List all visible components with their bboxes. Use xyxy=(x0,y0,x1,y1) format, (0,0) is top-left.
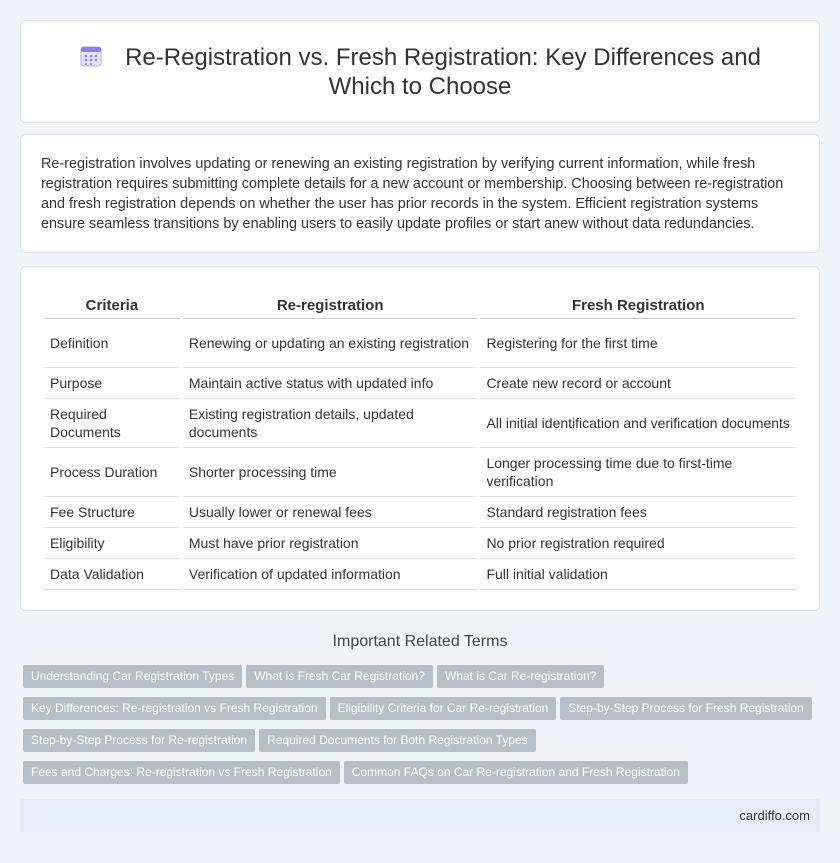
related-term-tag[interactable]: Key Differences: Re-registration vs Fresh Registration xyxy=(23,697,326,720)
row-fresh-registration: Standard registration fees xyxy=(480,497,796,528)
tag-row xyxy=(23,761,823,793)
row-fresh-registration: All initial identification and verification documents xyxy=(480,399,796,448)
table-row xyxy=(44,559,796,590)
row-re-registration: Shorter processing time xyxy=(183,448,478,497)
related-term-tag[interactable]: Fees and Charges: Re-registration vs Fresh Registration xyxy=(23,761,340,784)
footer xyxy=(20,799,820,832)
row-criteria: Fee Structure xyxy=(44,497,180,528)
row-re-registration: Existing registration details, updated documents xyxy=(183,399,478,448)
tag-row xyxy=(23,665,823,697)
table-row xyxy=(44,497,796,528)
table-row xyxy=(44,368,796,399)
row-re-registration: Must have prior registration xyxy=(183,528,478,559)
row-criteria: Data Validation xyxy=(44,559,180,590)
header-fresh-registration: Fresh Registration xyxy=(480,295,796,319)
table-row xyxy=(44,448,796,497)
row-re-registration: Renewing or updating an existing registration xyxy=(183,319,478,368)
related-terms-title: Important Related Terms xyxy=(332,633,508,650)
row-fresh-registration: No prior registration required xyxy=(480,528,796,559)
table-row xyxy=(44,399,796,448)
page-title-text: Re-Registration vs. Fresh Registration: Key Differences and Which to Choose xyxy=(125,44,761,100)
row-re-registration: Verification of updated information xyxy=(183,559,478,590)
related-term-tag[interactable]: What is Car Re-registration? xyxy=(437,665,604,688)
row-fresh-registration: Registering for the first time xyxy=(480,319,796,368)
row-fresh-registration: Full initial validation xyxy=(480,559,796,590)
table-row xyxy=(44,528,796,559)
row-criteria: Eligibility xyxy=(44,528,180,559)
row-fresh-registration: Create new record or account xyxy=(480,368,796,399)
related-term-tag[interactable]: What is Fresh Car Registration? xyxy=(246,665,433,688)
header-criteria: Criteria xyxy=(44,295,180,319)
related-term-tag[interactable]: Step-by-Step Process for Re-registration xyxy=(23,729,255,752)
row-re-registration: Maintain active status with updated info xyxy=(183,368,478,399)
row-criteria: Purpose xyxy=(44,368,180,399)
related-term-tag[interactable]: Understanding Car Registration Types xyxy=(23,665,242,688)
related-term-tag[interactable]: Step-by-Step Process for Fresh Registration xyxy=(560,697,811,720)
page-title xyxy=(61,43,779,101)
related-terms-list xyxy=(23,665,823,793)
footer-site-link[interactable]: cardiffo.com xyxy=(739,808,810,823)
row-criteria: Definition xyxy=(44,319,180,368)
tag-row xyxy=(23,697,823,729)
related-term-tag[interactable]: Common FAQs on Car Re-registration and Fresh Registration xyxy=(344,761,688,784)
header-card xyxy=(20,20,820,123)
intro-card xyxy=(20,134,820,253)
tag-row xyxy=(23,729,823,761)
related-term-tag[interactable]: Eligibility Criteria for Car Re-registration xyxy=(330,697,557,720)
row-criteria: Process Duration xyxy=(44,448,180,497)
header-re-registration: Re-registration xyxy=(183,295,478,319)
comparison-table xyxy=(41,295,799,590)
row-re-registration: Usually lower or renewal fees xyxy=(183,497,478,528)
comparison-card xyxy=(20,266,820,611)
row-criteria: Required Documents xyxy=(44,399,180,448)
table-header-row xyxy=(44,295,796,319)
table-row xyxy=(44,319,796,368)
row-fresh-registration: Longer processing time due to first-time verification xyxy=(480,448,796,497)
intro-text: Re-registration involves updating or renewing an existing registration by verifying current information, while fresh registration requires submitting complete details for a new account or membership. Choosing between re-registration and fresh registration depends on whether the user has prior records in the system. Efficient registration systems ensure seamless transitions by enabling users to easily update profiles or start anew without data redundancies. xyxy=(41,156,784,232)
calendar-icon xyxy=(79,44,103,68)
related-term-tag[interactable]: Required Documents for Both Registration Types xyxy=(259,729,536,752)
